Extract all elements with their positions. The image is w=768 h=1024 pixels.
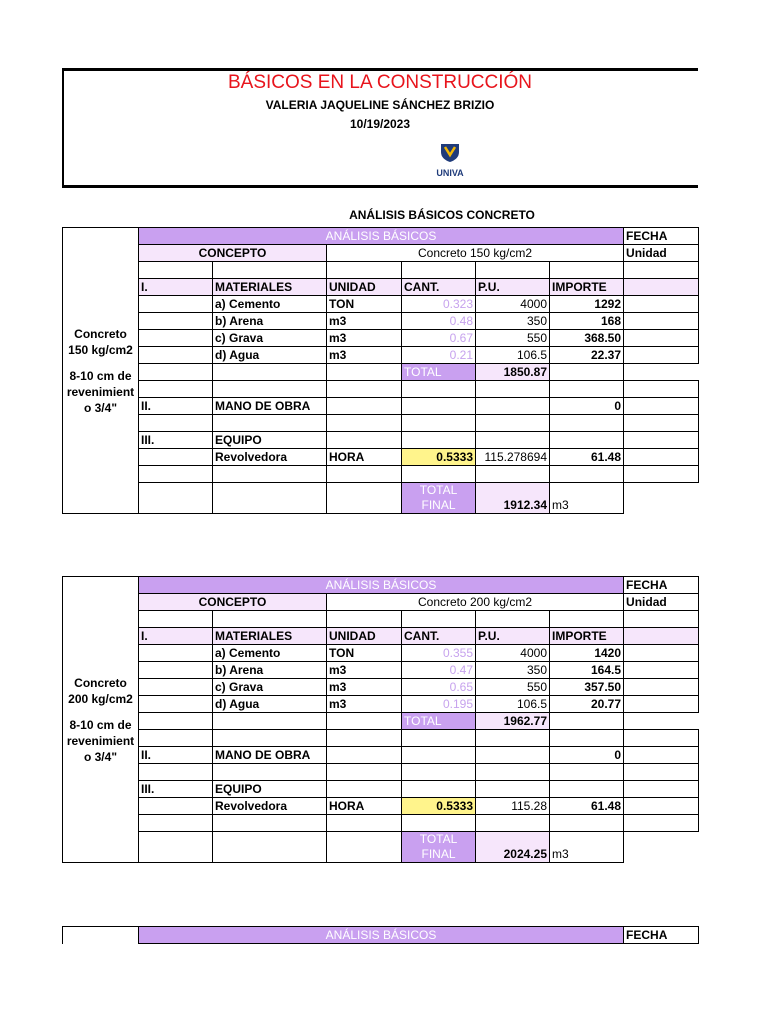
material-pu: 4000 bbox=[476, 296, 550, 313]
materiales-header: MATERIALES bbox=[213, 628, 327, 645]
equipo-unit: HORA bbox=[327, 798, 402, 815]
roman-iii: III. bbox=[139, 781, 213, 798]
table-row bbox=[63, 330, 699, 347]
cant-header: CANT. bbox=[402, 279, 476, 296]
material-pu: 350 bbox=[476, 662, 550, 679]
material-importe: 357.50 bbox=[550, 679, 624, 696]
material-cant: 0.355 bbox=[402, 645, 476, 662]
material-unit: m3 bbox=[327, 313, 402, 330]
shield-icon bbox=[439, 143, 461, 163]
mano-de-obra-label: MANO DE OBRA bbox=[213, 398, 327, 415]
roman-iii: III. bbox=[139, 432, 213, 449]
concrete-spec: 8-10 cm de revenimient o 3/4" bbox=[66, 368, 135, 415]
material-importe: 164.5 bbox=[550, 662, 624, 679]
material-name: a) Cemento bbox=[213, 645, 327, 662]
roman-i: I. bbox=[139, 279, 213, 296]
analysis-table-1 bbox=[62, 227, 699, 514]
material-pu: 106.5 bbox=[476, 696, 550, 713]
equipo-cant: 0.5333 bbox=[402, 798, 476, 815]
analisis-header: ANÁLISIS BÁSICOS bbox=[139, 228, 624, 245]
material-name: d) Agua bbox=[213, 347, 327, 364]
table-row bbox=[63, 798, 699, 815]
concrete-description bbox=[63, 577, 139, 863]
material-pu: 550 bbox=[476, 330, 550, 347]
table-row bbox=[63, 449, 699, 466]
material-unit: m3 bbox=[327, 679, 402, 696]
cant-header: CANT. bbox=[402, 628, 476, 645]
material-importe: 368.50 bbox=[550, 330, 624, 347]
table-row bbox=[63, 296, 699, 313]
mano-importe: 0 bbox=[550, 747, 624, 764]
material-cant: 0.323 bbox=[402, 296, 476, 313]
total-final-label-line2: FINAL bbox=[421, 847, 456, 861]
equipo-importe: 61.48 bbox=[550, 798, 624, 815]
pu-header: P.U. bbox=[476, 628, 550, 645]
total-label: TOTAL bbox=[402, 713, 476, 730]
fecha-label: FECHA bbox=[624, 228, 699, 245]
equipo-name: Revolvedora bbox=[213, 449, 327, 466]
equipo-name: Revolvedora bbox=[213, 798, 327, 815]
concepto-label: CONCEPTO bbox=[139, 594, 327, 611]
document-date: 10/19/2023 bbox=[349, 117, 411, 131]
total-final-unit: m3 bbox=[550, 832, 624, 863]
univa-logo bbox=[430, 143, 470, 185]
material-pu: 550 bbox=[476, 679, 550, 696]
material-unit: m3 bbox=[327, 662, 402, 679]
analisis-header: ANÁLISIS BÁSICOS bbox=[139, 927, 624, 944]
concepto-value: Concreto 200 kg/cm2 bbox=[327, 594, 624, 611]
material-name: c) Grava bbox=[213, 330, 327, 347]
material-cant: 0.48 bbox=[402, 313, 476, 330]
concrete-description bbox=[63, 228, 139, 514]
equipo-pu: 115.278694 bbox=[476, 449, 550, 466]
section-title: ANÁLISIS BÁSICOS CONCRETO bbox=[349, 208, 535, 222]
table-row bbox=[63, 696, 699, 713]
roman-ii: II. bbox=[139, 398, 213, 415]
material-name: d) Agua bbox=[213, 696, 327, 713]
concepto-label: CONCEPTO bbox=[139, 245, 327, 262]
unidad-label: Unidad bbox=[624, 594, 699, 611]
total-value: 1850.87 bbox=[476, 364, 550, 381]
roman-ii: II. bbox=[139, 747, 213, 764]
unidad-header: UNIDAD bbox=[327, 628, 402, 645]
analisis-header: ANÁLISIS BÁSICOS bbox=[139, 577, 624, 594]
total-label: TOTAL bbox=[402, 364, 476, 381]
total-value: 1962.77 bbox=[476, 713, 550, 730]
material-name: b) Arena bbox=[213, 313, 327, 330]
total-final-unit: m3 bbox=[550, 483, 624, 514]
material-cant: 0.195 bbox=[402, 696, 476, 713]
material-importe: 20.77 bbox=[550, 696, 624, 713]
total-final-value: 1912.34 bbox=[476, 483, 550, 514]
material-unit: m3 bbox=[327, 696, 402, 713]
table-row bbox=[63, 662, 699, 679]
material-importe: 1420 bbox=[550, 645, 624, 662]
material-pu: 106.5 bbox=[476, 347, 550, 364]
total-final-label-line1: TOTAL bbox=[419, 832, 458, 846]
total-final-value: 2024.25 bbox=[476, 832, 550, 863]
roman-i: I. bbox=[139, 628, 213, 645]
material-importe: 22.37 bbox=[550, 347, 624, 364]
materiales-header: MATERIALES bbox=[213, 279, 327, 296]
table-row bbox=[63, 313, 699, 330]
total-final-label-line2: FINAL bbox=[421, 498, 456, 512]
equipo-importe: 61.48 bbox=[550, 449, 624, 466]
material-name: c) Grava bbox=[213, 679, 327, 696]
material-cant: 0.21 bbox=[402, 347, 476, 364]
concepto-value: Concreto 150 kg/cm2 bbox=[327, 245, 624, 262]
material-cant: 0.65 bbox=[402, 679, 476, 696]
concrete-type: Concreto 150 kg/cm2 bbox=[68, 326, 133, 357]
material-cant: 0.67 bbox=[402, 330, 476, 347]
total-final-label bbox=[402, 483, 476, 514]
mano-importe: 0 bbox=[550, 398, 624, 415]
analysis-table-3 bbox=[62, 926, 699, 944]
author-name: VALERIA JAQUELINE SÁNCHEZ BRIZIO bbox=[265, 98, 495, 112]
fecha-label: FECHA bbox=[624, 927, 699, 944]
material-name: a) Cemento bbox=[213, 296, 327, 313]
material-pu: 350 bbox=[476, 313, 550, 330]
analysis-table-2 bbox=[62, 576, 699, 863]
unidad-header: UNIDAD bbox=[327, 279, 402, 296]
material-unit: m3 bbox=[327, 347, 402, 364]
material-unit: TON bbox=[327, 296, 402, 313]
pu-header: P.U. bbox=[476, 279, 550, 296]
material-importe: 168 bbox=[550, 313, 624, 330]
fecha-label: FECHA bbox=[624, 577, 699, 594]
importe-header: IMPORTE bbox=[550, 279, 624, 296]
material-name: b) Arena bbox=[213, 662, 327, 679]
equipo-pu: 115.28 bbox=[476, 798, 550, 815]
table-row bbox=[63, 347, 699, 364]
unidad-label: Unidad bbox=[624, 245, 699, 262]
concrete-spec: 8-10 cm de revenimient o 3/4" bbox=[66, 717, 135, 764]
material-cant: 0.47 bbox=[402, 662, 476, 679]
total-final-label-line1: TOTAL bbox=[419, 483, 458, 497]
equipo-unit: HORA bbox=[327, 449, 402, 466]
material-unit: m3 bbox=[327, 330, 402, 347]
equipo-cant: 0.5333 bbox=[402, 449, 476, 466]
material-importe: 1292 bbox=[550, 296, 624, 313]
importe-header: IMPORTE bbox=[550, 628, 624, 645]
logo-text: UNIVA bbox=[436, 168, 464, 178]
material-pu: 4000 bbox=[476, 645, 550, 662]
mano-de-obra-label: MANO DE OBRA bbox=[213, 747, 327, 764]
concrete-type: Concreto 200 kg/cm2 bbox=[68, 675, 133, 706]
equipo-label: EQUIPO bbox=[213, 432, 327, 449]
equipo-label: EQUIPO bbox=[213, 781, 327, 798]
table-row bbox=[63, 645, 699, 662]
document-title: BÁSICOS EN LA CONSTRUCCIÓN bbox=[227, 72, 533, 93]
table-row bbox=[63, 679, 699, 696]
total-final-label bbox=[402, 832, 476, 863]
material-unit: TON bbox=[327, 645, 402, 662]
